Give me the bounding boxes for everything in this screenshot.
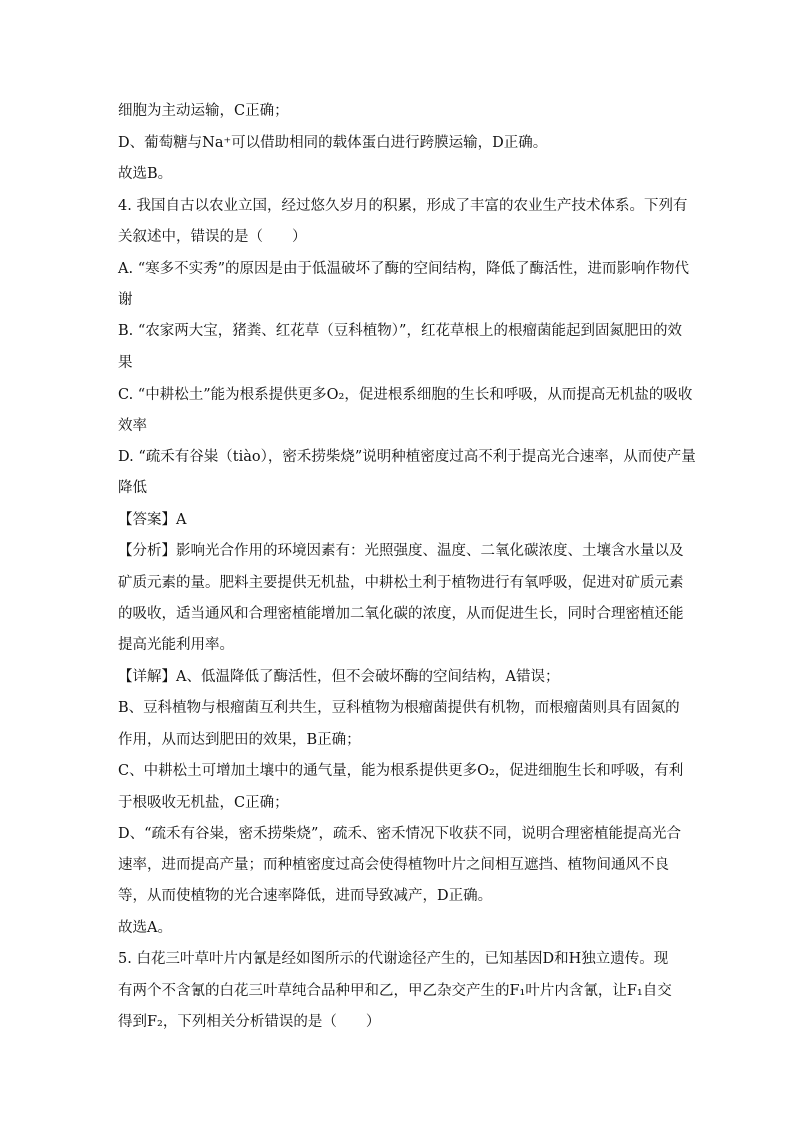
option-d: D. “疏禾有谷粜（tiào），密禾捞柴烧”说明种植密度过高不利于提高光合速率，从而使产量 [118,449,696,465]
option-c: 效率 [118,418,147,434]
analysis-text: 矿质元素的量。肥料主要提供无机盐，中耕松土利于植物进行有氧呼吸，促进对矿质元素 [118,575,684,591]
explanation-text: 速率，进而提高产量；而种植密度过高会使得植物叶片之间相互遮挡、植物间通风不良 [118,857,669,873]
explanation-text: 等，从而使植物的光合速率降低，进而导致减产，D正确。 [118,888,493,904]
analysis-text: 【分析】影响光合作用的环境因素有：光照强度、温度、二氧化碳浓度、土壤含水量以及 [118,543,684,559]
analysis-text: 的吸收，适当通风和合理密植能增加二氧化碳的浓度，从而促进生长，同时合理密植还能 [118,606,684,622]
explanation-text: 于根吸收无机盐，C正确； [118,795,289,811]
option-b: 果 [118,355,133,371]
explanation-text: D、“疏禾有谷粜，密禾捞柴烧”，疏禾、密禾情况下收获不同，说明合理密植能提高光合 [118,826,681,842]
text-line: 故选A。 [118,920,172,936]
question-5-stem: 得到F₂，下列相关分析错误的是（ ） [118,1014,381,1030]
question-4-stem: 4. 我国自古以农业立国，经过悠久岁月的积累，形成了丰富的农业生产技术体系。下列有 [118,198,688,214]
option-a: 谢 [118,292,133,308]
explanation-text: 【详解】A、低温降低了酶活性，但不会破坏酶的空间结构，A错误； [118,669,560,685]
question-5-stem: 5. 白花三叶草叶片内氰是经如图所示的代谢途径产生的，已知基因D和H独立遗传。现 [118,951,669,967]
question-4-stem: 关叙述中，错误的是（ ） [118,229,307,245]
explanation-text: B、豆科植物与根瘤菌互利共生，豆科植物为根瘤菌提供有机物，而根瘤菌则具有固氮的 [118,700,680,716]
text-line: 故选B。 [118,166,173,182]
answer-line: 【答案】A [118,512,187,528]
explanation-text: 作用，从而达到肥田的效果，B正确； [118,732,361,748]
text-line: D、葡萄糖与Na⁺可以借助相同的载体蛋白进行跨膜运输，D正确。 [118,135,548,151]
question-5-stem: 有两个不含氰的白花三叶草纯合品种甲和乙，甲乙杂交产生的F₁叶片内含氰，让F₁自交 [118,983,672,999]
option-a: A. “寒多不实秀”的原因是由于低温破坏了酶的空间结构，降低了酶活性，进而影响作物代 [118,261,690,277]
explanation-text: C、中耕松土可增加土壤中的通气量，能为根系提供更多O₂，促进细胞生长和呼吸，有利 [118,763,684,779]
option-c: C. “中耕松土”能为根系提供更多O₂，促进根系细胞的生长和呼吸，从而提高无机盐的吸收 [118,387,693,403]
analysis-text: 提高光能利用率。 [118,637,234,653]
option-b: B. “农家两大宝，猪粪、红花草（豆科植物）”，红花草根上的根瘤菌能起到固氮肥田的效 [118,323,682,339]
text-line: 细胞为主动运输，C正确； [118,103,289,119]
option-d: 降低 [118,480,147,496]
